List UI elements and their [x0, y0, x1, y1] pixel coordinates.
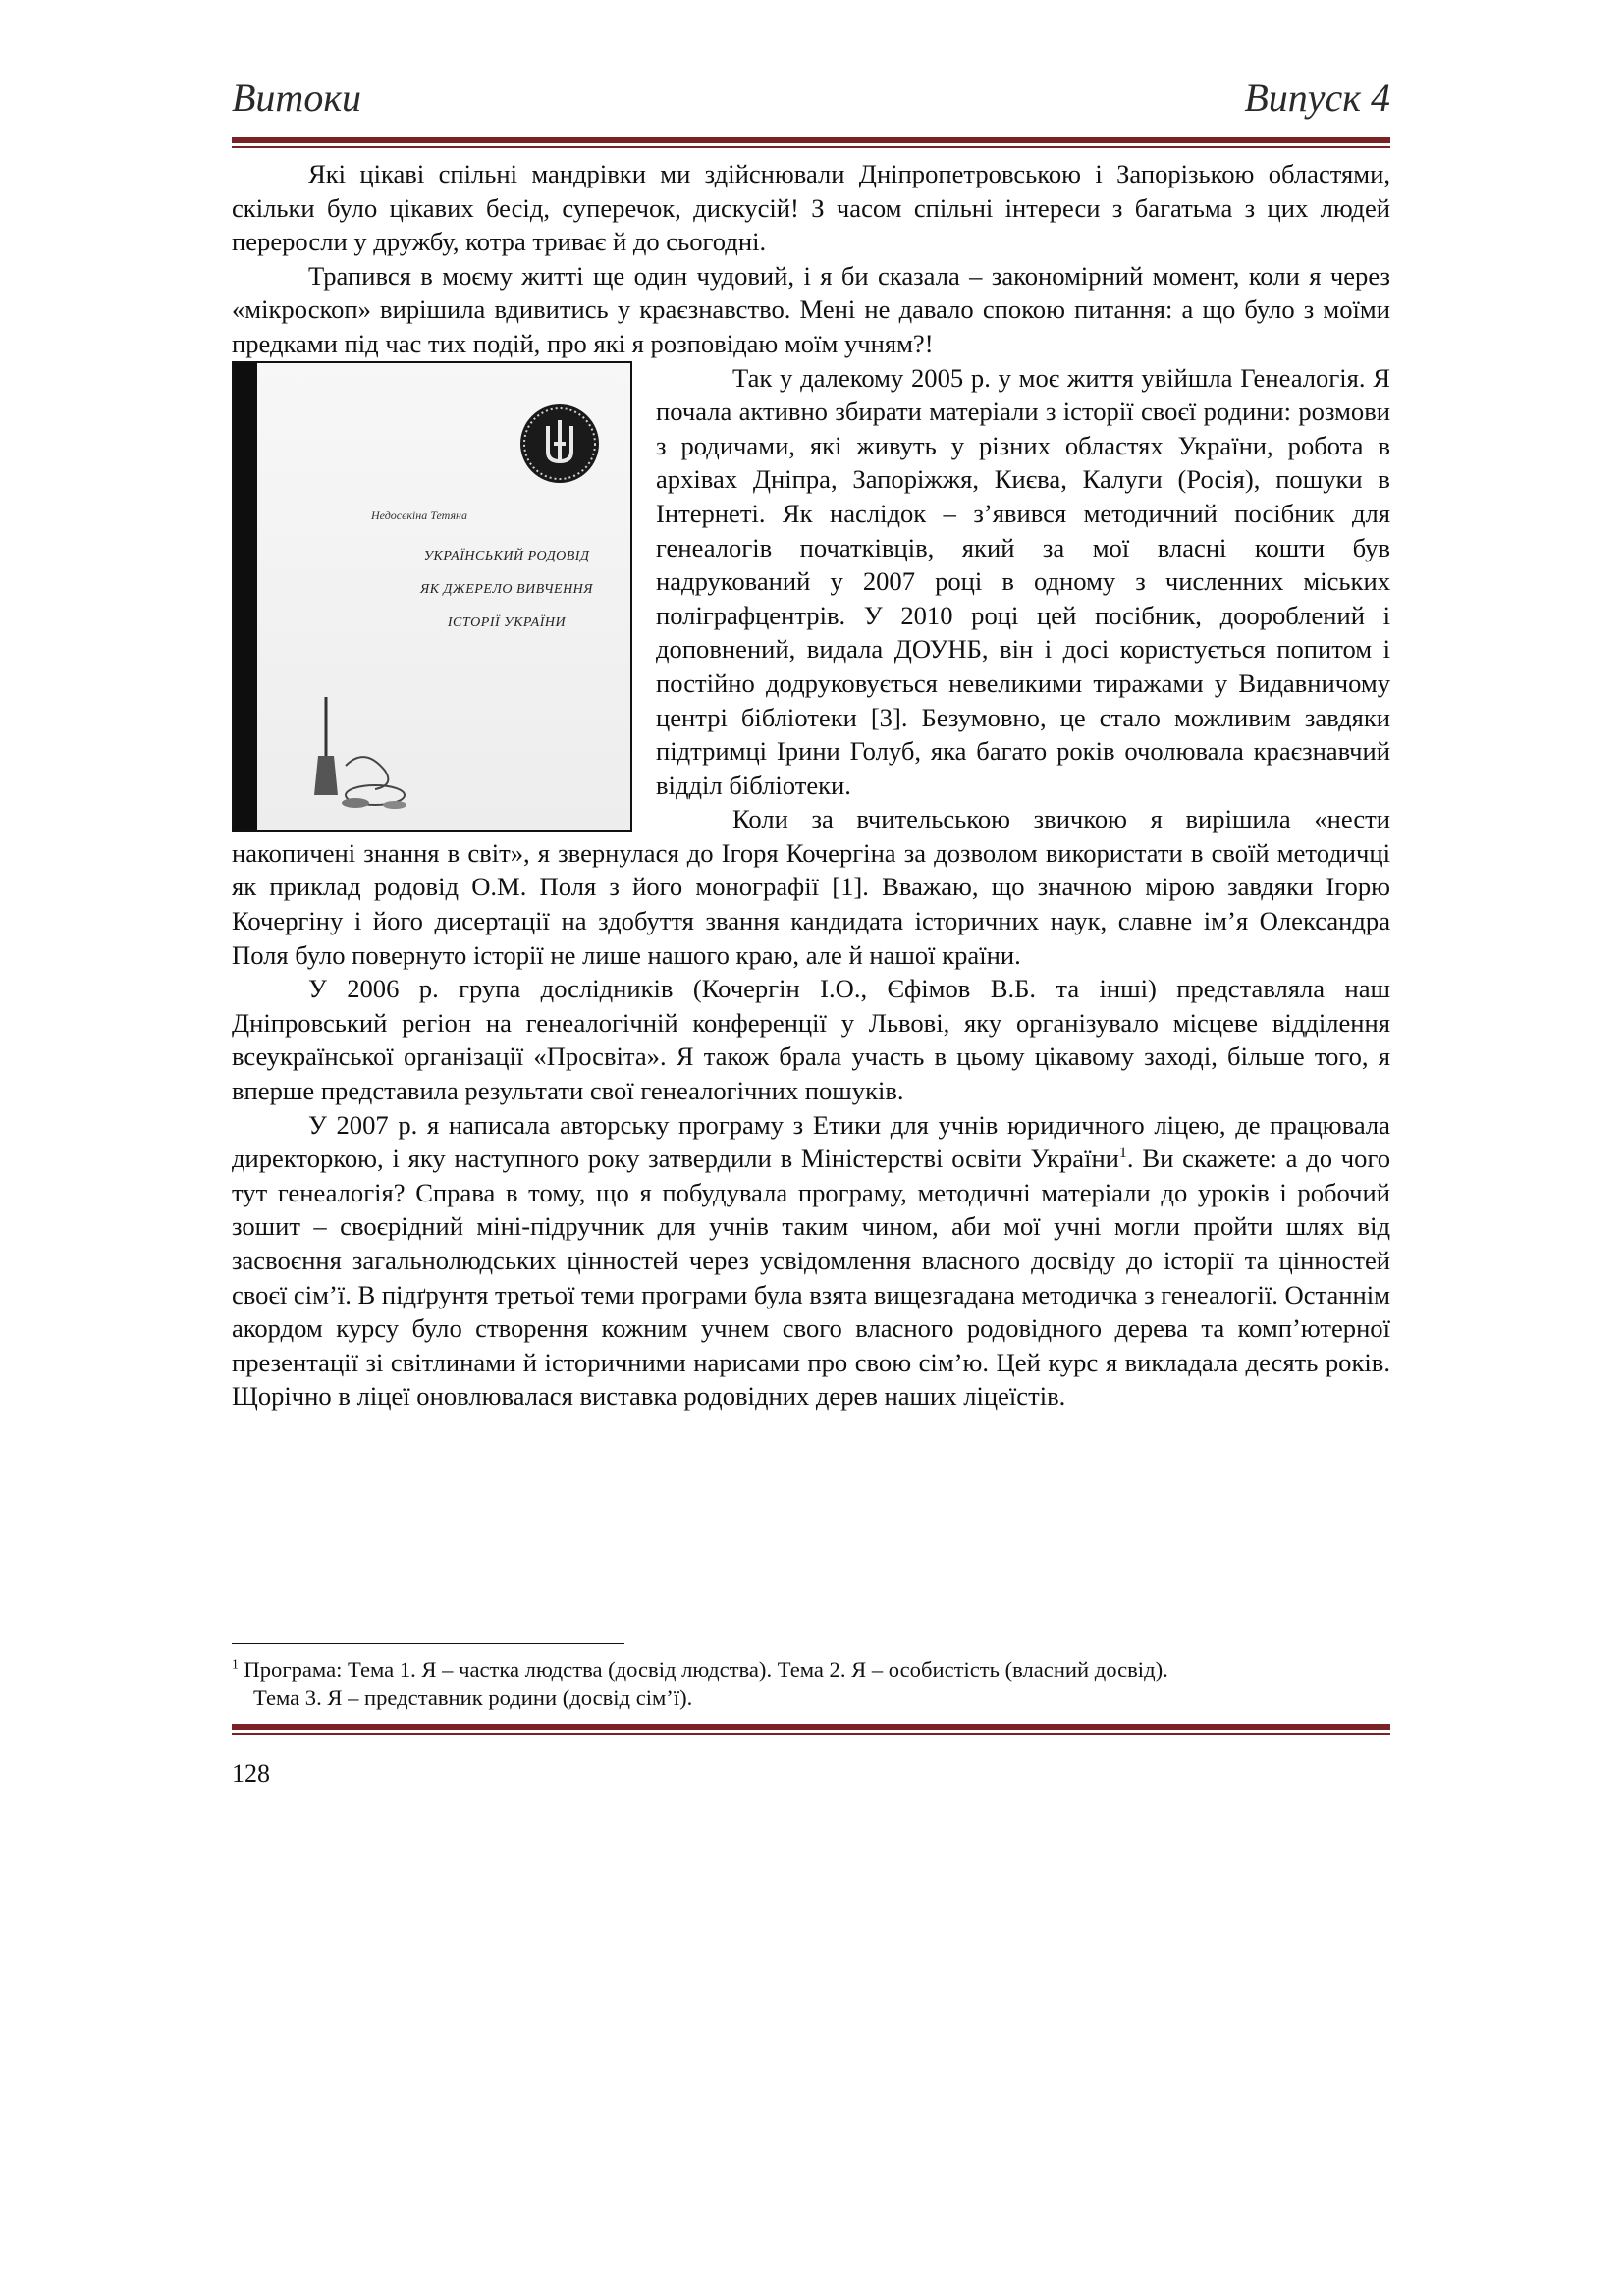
cover-title: [316, 540, 621, 640]
page-number: 128: [232, 1759, 270, 1788]
article-body: [232, 157, 1390, 1414]
book-cover: [257, 363, 630, 830]
footnote: [232, 1655, 1390, 1712]
paragraph-3-text: Так у далекому 2005 р. у моє життя увійшла Генеалогія. Я почала активно збирати матеріали з історії своєї родини: розмови з родичами, які живуть у різних областях України, робота в архівах Дніпра, Запоріжжя, Києва, Калуги (Росія), пошуки в Інтернеті. Як наслідок – з’явився методичний посібник для генеалогів початківців, який за мої власні кошти був надрукований у 2007 році в одному з численних міських поліграфцентрів. У 2010 році цей посібник, доороблений і доповнений, видала ДОУНБ, він і досі користується попитом і постійно додруковується невеликими тиражами у Видавничому центрі бібліотеки [3]. Безумовно, це стало можливим завдяки підтримці Ірини Голуб, яка багато років очолювала краєзнавчий відділ бібліотеки.: [656, 362, 1390, 800]
footnote-ref: 1: [1118, 1145, 1127, 1162]
issue-label: Випуск 4: [1244, 76, 1390, 120]
paragraph-6-part-a: У 2007 р. я написала авторську програму з Етики для учнів юридичного ліцею, де працювала директоркою, і яку наступного року затвердили в Міністерстві освіти України: [232, 1109, 1390, 1174]
paragraph-3: [232, 361, 1390, 803]
footnote-line-2: Тема 3. Я – представник родини (досвід сім’ї).: [253, 1685, 693, 1710]
paragraph-4: Коли за вчительською звичкою я вирішила «нести накопичені знання в світ», я звернулася до Ігоря Кочергіна за дозволом використати в своїй методичці як приклад родовід О.М. Поля з його монографії [1]. Вважаю, що значною мірою завдяки Ігорю Кочергіну і його дисертації на здобуття звання кандидата історичних наук, славне ім’я Олександра Поля було повернуто історії не лише нашого краю, але й нашої країни.: [232, 804, 1390, 970]
paragraph-1: Які цікаві спільні мандрівки ми здійснювали Дніпропетровською і Запорізькою областями, скільки було цікавих бесід, суперечок, дискусій! З часом спільні інтереси з багатьма з цих людей переросли у дружбу, котра триває й до сьогодні.: [232, 159, 1390, 257]
paragraph-5: У 2006 р. група дослідників (Кочергін І.О., Єфімов В.Б. та інші) представляла наш Дніпровський регіон на генеалогічній конференції у Львові, яку організувало місцеве відділення всеукраїнської організації «Просвіта». Я також брала участь в цьому цікавому заході, більше того, я вперше представила результати свої генеалогічних пошуків.: [232, 974, 1390, 1106]
paragraph-6: [232, 1108, 1390, 1414]
book-cover-image: [232, 361, 632, 832]
still-life-drawing: [297, 687, 434, 815]
header-rule-thin: [232, 146, 1390, 148]
footnote-separator: [232, 1643, 624, 1644]
footer-rule-thick: [232, 1724, 1390, 1730]
footnote-line-1: Програма: Тема 1. Я – частка людства (досвід людства). Тема 2. Я – особистість (власний досвід).: [238, 1657, 1168, 1682]
trident-emblem-icon: [520, 404, 599, 483]
cover-title-line: ЯК ДЖЕРЕЛО ВИВЧЕННЯ: [420, 581, 593, 597]
cover-title-line: ІСТОРІЇ УКРАЇНИ: [447, 614, 567, 630]
paragraph-6-part-b: . Ви скажете: а до чого тут генеалогія? Справа в тому, що я побудувала програму, методичні матеріали до уроків і робочий зошит – своєрідний міні-підручник для учнів таким чином, аби мої учні могли пройти шлях від засвоєння загальнолюдських цінностей через усвідомлення власного досвіду до історії та цінностей своєї сім’ї. В підґрунтя третьої теми програми була взята вищезгадана методичка з генеалогії. Останнім акордом курсу було створення кожним учнем свого власного родовідного дерева та комп’ютерної презентації зі світлинами й історичними нарисами про свою сім’ю. Цей курс я викладала десять років. Щорічно в ліцеї оновлювалася виставка родовідних дерев наших ліцеїстів.: [232, 1144, 1390, 1412]
header-rule-thick: [232, 137, 1390, 143]
cover-author: Недосєкіна Тетяна: [371, 507, 467, 522]
book-spine: [234, 363, 257, 830]
journal-title: Витоки: [232, 76, 362, 120]
cover-title-line: УКРАЇНСЬКИЙ РОДОВІД: [423, 548, 590, 563]
footer-rule-thin: [232, 1733, 1390, 1735]
footnote-mark: 1: [232, 1656, 239, 1672]
paragraph-2: Трапився в моєму житті ще один чудовий, і я би сказала – закономірний момент, коли я через «мікроскоп» вирішила вдивитись у краєзнавство. Мені не давало спокою питання: а що було з моїми предками під час тих подій, про які я розповідаю моїм учням?!: [232, 260, 1390, 358]
